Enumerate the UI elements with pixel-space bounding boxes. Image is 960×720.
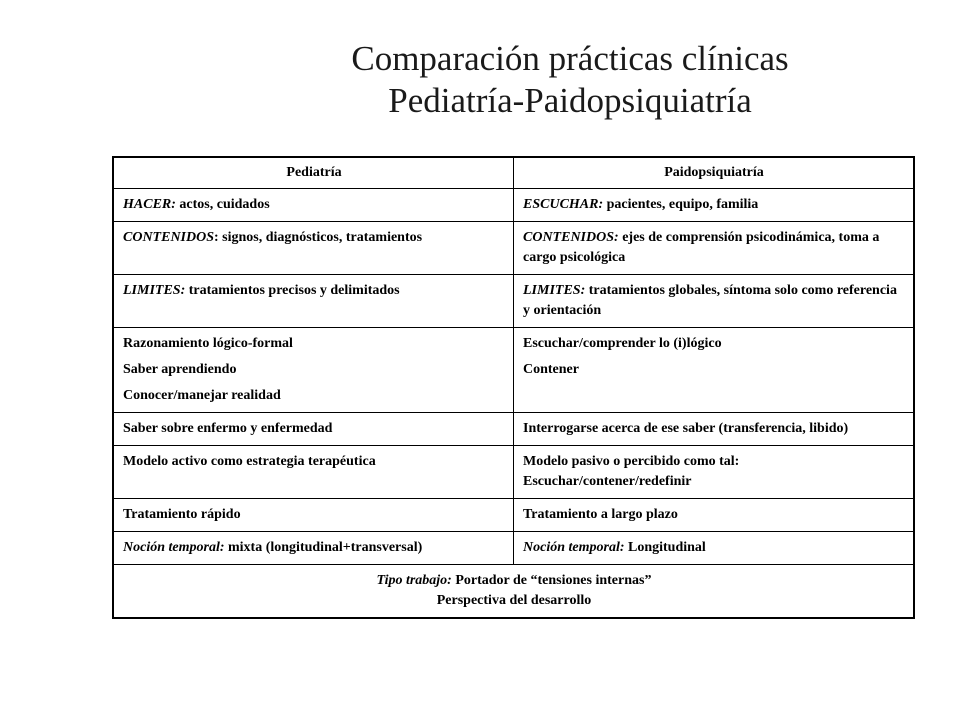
table-row <box>113 532 914 565</box>
cell-text: tratamientos globales, síntoma solo como referencia y orientación <box>523 283 897 318</box>
table-cell <box>113 275 514 328</box>
footer-line-2: Perspectiva del desarrollo <box>436 593 592 608</box>
title-line-1: Comparación prácticas clínicas <box>351 39 789 78</box>
cell-label: ESCUCHAR: <box>523 197 604 212</box>
table-cell <box>514 222 915 275</box>
table-cell <box>113 189 514 222</box>
cell-line: Contener <box>523 362 579 377</box>
cell-text: Longitudinal <box>624 540 706 555</box>
cell-text: Modelo activo como estrategia terapéutica <box>123 454 376 469</box>
cell-label: HACER: <box>123 197 176 212</box>
table-row <box>113 189 914 222</box>
cell-text: Saber sobre enfermo y enfermedad <box>123 421 333 436</box>
table-cell <box>113 446 514 499</box>
cell-text: Tratamiento a largo plazo <box>523 507 678 522</box>
slide-title <box>190 38 950 122</box>
cell-line: Razonamiento lógico-formal <box>123 336 293 351</box>
cell-label: Noción temporal: <box>123 540 225 555</box>
cell-text: Interrogarse acerca de ese saber (transferencia, libido) <box>523 421 849 436</box>
table-cell <box>113 532 514 565</box>
table-footer-row <box>113 565 914 619</box>
cell-text: Modelo pasivo o percibido como tal: Escuchar/contener/redefinir <box>523 454 740 489</box>
table-cell <box>514 446 915 499</box>
table-cell <box>113 222 514 275</box>
comparison-table <box>112 156 915 619</box>
table-row <box>113 328 914 413</box>
cell-line: Conocer/manejar realidad <box>123 388 281 403</box>
cell-label: CONTENIDOS <box>123 230 215 245</box>
table-cell <box>113 499 514 532</box>
table-row <box>113 275 914 328</box>
table-cell <box>514 189 915 222</box>
cell-text: : signos, diagnósticos, tratamientos <box>214 230 423 245</box>
table-cell <box>514 532 915 565</box>
table-row <box>113 413 914 446</box>
footer-text: Portador de “tensiones internas” <box>451 573 652 588</box>
table-row <box>113 222 914 275</box>
cell-text: ejes de comprensión psicodinámica, toma a cargo psicológica <box>523 230 880 265</box>
table-cell <box>514 328 915 413</box>
table-cell <box>514 275 915 328</box>
table-row <box>113 499 914 532</box>
table-cell <box>514 499 915 532</box>
table-cell <box>113 565 914 619</box>
table-cell <box>113 328 514 413</box>
table-row <box>113 446 914 499</box>
cell-text: pacientes, equipo, familia <box>603 197 759 212</box>
table-header-row <box>113 157 914 189</box>
cell-label: LIMITES: <box>123 283 186 298</box>
cell-text: tratamientos precisos y delimitados <box>185 283 400 298</box>
cell-text: mixta (longitudinal+transversal) <box>224 540 423 555</box>
footer-label: Tipo trabajo: <box>376 573 452 588</box>
header-paidopsiquiatria: Paidopsiquiatría <box>514 157 915 189</box>
cell-label: CONTENIDOS: <box>523 230 619 245</box>
cell-label: Noción temporal: <box>523 540 625 555</box>
cell-text: actos, cuidados <box>175 197 270 212</box>
cell-line: Saber aprendiendo <box>123 362 237 377</box>
table-cell <box>113 413 514 446</box>
title-line-2: Pediatría-Paidopsiquiatría <box>388 81 752 120</box>
cell-text: Tratamiento rápido <box>123 507 241 522</box>
table-cell <box>514 413 915 446</box>
cell-label: LIMITES: <box>523 283 586 298</box>
cell-line: Escuchar/comprender lo (i)lógico <box>523 336 722 351</box>
header-pediatria: Pediatría <box>113 157 514 189</box>
